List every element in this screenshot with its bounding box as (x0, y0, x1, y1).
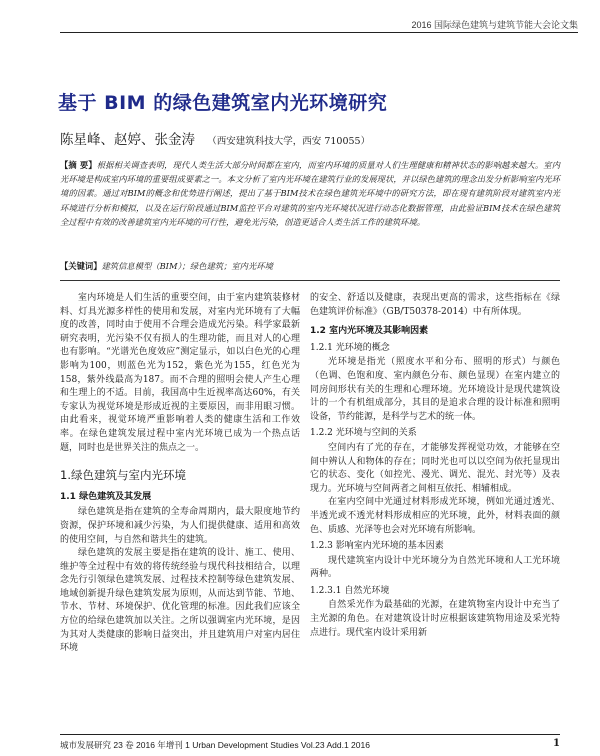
paragraph: 的安全、舒适以及健康，表现出更高的需求，这些指标在《绿色建筑评价标准》（GB/T50378-2014）中有所体现。 (310, 293, 560, 317)
abstract-label: 【摘 要】 (60, 160, 97, 170)
section-heading-1-2-3: 1.2.3 影响室内光环境的基本因素 (310, 541, 444, 552)
paragraph: 现代建筑室内设计中光环境分为自然光环境和人工光环境两种。 (310, 555, 560, 580)
section-heading-1-2-1: 1.2.1 光环境的概念 (310, 342, 390, 353)
paragraph: 在室内空间中光通过材料形成光环境，例如光通过透光、半透光或不透光材料形成相应的光环境，此外，材料表面的颜色、质感、光泽等也会对光环境有所影响。 (310, 497, 560, 535)
section-heading-1: 1.绿色建筑与室内光环境 (60, 468, 186, 483)
keywords-label: 【关键词】 (60, 261, 102, 271)
right-column (310, 292, 560, 640)
keywords (60, 260, 560, 272)
paper-title: 基于 BIM 的绿色建筑室内光环境研究 (58, 92, 388, 114)
paragraph: 光环境是指光（照度水平和分布、照明的形式）与颜色（色调、色饱和度、室内颜色分布、颜色显现）在室内建立的同房间形状有关的生理和心理环境。光环境设计是现代建筑设计的一个有机组成部分，其目的是追求合理的设计标准和照明设备，节约能源，是科学与艺术的统一体。 (310, 357, 560, 422)
page-number: 1 (553, 738, 560, 749)
affiliation: （西安建筑科技大学，西安 710055） (207, 136, 371, 147)
abstract-divider (60, 280, 560, 281)
journal-footer: 城市发展研究 23 卷 2016 年增刊 1 Urban Development Studies Vol.23 Add.1 2016 (60, 740, 370, 750)
section-heading-1-2: 1.2 室内光环境及其影响因素 (310, 326, 429, 337)
section-heading-1-1: 1.1 绿色建筑及其发展 (60, 491, 152, 502)
intro-paragraph: 室内环境是人们生活的重要空间，由于室内建筑装修材料、灯具光源多样性的使用和发展，对室内光环境有了大幅度的改善，同时由于使用不合理会造成光污染。科学家最新研究表明，光污染不仅有损人的生理功能，而且对人的心理也有影响。“光谱光色度效应”测定显示，如以白色光的心理影响为100，则蓝色光为152，紫色光为155，红色光为158，紫外线最高为187。而不合理的照明会使人产生心理和生理上的不适。目前，我国高中生近视率高达60%，有关专家认为视觉环境是形成近视的主要原因，而非用眼习惯。由此看来，视觉环境严重影响着人类的健康生活和工作效率。在绿色建筑发展过程中室内光环境已成为一个热点话题，同时也是世界关注的焦点之一。 (60, 293, 300, 453)
paragraph: 绿色建筑是指在建筑的全寿命周期内，最大限度地节约资源，保护环境和减少污染，为人们提供健康、适用和高效的使用空间，与自然和谐共生的建筑。 (60, 507, 300, 545)
header-rule (60, 32, 578, 33)
paragraph: 绿色建筑的发展主要是指在建筑的设计、施工、使用、维护等全过程中有效的将传统经验与现代科技相结合，以理念先行引领绿色建筑发展、过程技术控制等绿色建筑发展、地域创新提升绿色建筑发展为原则，从而达到节能、节地、节水、节材、环境保护、优化管理的标准。因此我们应该全方位的给绿色建筑加以关注。之所以强调室内光环境，是因为其对人类健康的影响日益突出，并且建筑用户对室内居住环境 (60, 548, 300, 654)
running-header: 2016 国际绿色建筑与建筑节能大会论文集 (411, 20, 578, 30)
paragraph: 自然采光作为最基础的光源，在建筑物室内设计中充当了主光源的角色。在对建筑设计时应根据该建筑物用途及采光特点进行。现代室内设计采用新 (310, 600, 560, 638)
paragraph: 空间内有了光的存在，才能够发挥视觉功效，才能够在空间中辨认人和物体的存在；同时光也可以以空间为依托显现出它的状态、变化（如控光、漫光、调光、混光、封光等）及表现力。光环境与空间两者之间相互依托、相辅相成。 (310, 442, 560, 494)
footer-rule (60, 734, 560, 735)
left-column (60, 292, 300, 656)
section-heading-1-2-2: 1.2.2 光环境与空间的关系 (310, 428, 417, 439)
author-line (60, 128, 370, 148)
keywords-text: 建筑信息模型（BIM）；绿色建筑；室内光环境 (101, 261, 273, 271)
abstract (60, 158, 560, 229)
section-heading-1-2-3-1: 1.2.3.1 自然光环境 (310, 585, 390, 596)
authors: 陈星峰、赵婷、张金涛 (60, 132, 195, 148)
abstract-text: 根据相关调查表明，现代人类生活大部分时间都在室内，而室内环境的质量对人们生理健康和精神状态的影响越来越大。室内光环境是构成室内环境的重要组成要素之一。本文分析了室内光环境在建筑行业的发展现状，并以绿色建筑的理念出发分析影响室内光环境的因素。通过对BIM的概念和优势进行阐述，提出了基于BIM技术在绿色建筑光环境中的研究方法，即在现有建筑阶段对建筑室内光环境进行分析和模拟，以及在运行阶段通过BIM监控平台对建筑的室内光环境状况进行动态化数据管理，由此验证BIM技术在绿色建筑全过程中有效的改善建筑室内光环境的可行性，避免光污染，创造更适合人类生活工作的建筑环境。 (60, 160, 560, 227)
